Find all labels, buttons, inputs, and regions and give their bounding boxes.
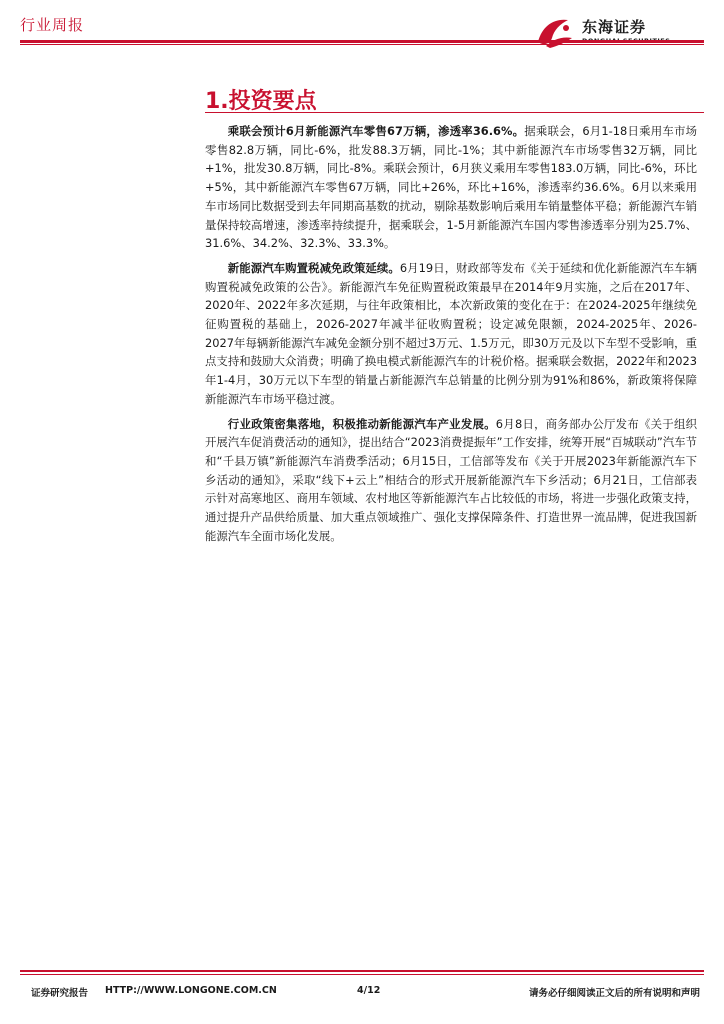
logo-chinese-name: 东海证券 [582,17,647,36]
section-title-underline [205,112,704,113]
paragraph-lead: 乘联会预计6月新能源汽车零售67万辆，渗透率36.6%。 [227,124,525,138]
section-title: 1.投资要点 [205,89,317,114]
footer-website-link[interactable]: HTTP://WWW.LONGONE.COM.CN [105,985,277,996]
logo-emblem-icon [532,12,576,52]
footer-report-label: 证券研究报告 [31,988,89,999]
page-number: 4/12 [357,985,381,996]
paragraph-lead: 新能源汽车购置税减免政策延续。 [227,260,400,275]
paragraph-body: 6月19日，财政部等发布《关于延续和优化新能源汽车车辆购置税减免政策的公告》。新能源汽车免征购置税政策最早在2014年9月实施，之后在2017年、2020年、2022年多次延期，与往年政策相比，本次新政策的变化在于：在2024-2025年继续免征购置税的基础上，2026-2027年减半征收购置税；设定减免限额，2024-2025年、2026-2027年每辆新能源汽车减免金额分别不超过3万元、1.5万元，即30万元及以下车型不受影响，重点支持和鼓励大众消费；明确了换电模式新能源汽车的计税价格。据乘联会数据，2022年和2023年1-4月，30万元以下车型的销量占新能源汽车总销量的比例分别为91%和86%，新政策将保障新能源汽车市场平稳过渡。 [205,260,697,406]
report-body [205,122,697,551]
paragraph [205,259,697,409]
paragraph-body: 6月8日，商务部办公厅发布《关于组织开展汽车促消费活动的通知》，提出结合“2023消费提振年”工作安排，统筹开展“百城联动”汽车节和“千县万镇”新能源汽车消费季活动；6月15日，工信部等发布《关于开展2023年新能源汽车下乡活动的通知》，采取“线下+云上”相结合的形式开展新能源汽车下乡活动；6月21日，工信部表示针对高寒地区、商用车领域、农村地区等新能源汽车占比较低的市场，将进一步强化政策支持，通过提升产品供给质量、加大重点领域推广、强化支撑保障条件、打造世界一流品牌，促进我国新能源汽车全面市场化发展。 [205,416,697,543]
footer-disclaimer: 请务必仔细阅读正文后的所有说明和声明 [528,988,700,999]
paragraph [205,415,697,546]
paragraph-lead: 行业政策密集落地，积极推动新能源汽车产业发展。 [227,416,496,431]
footer-divider-thin [20,974,704,975]
report-type-label: 行业周报 [20,16,85,34]
paragraph-body: 据乘联会，6月1-18日乘用车市场零售82.8万辆，同比-6%，批发88.3万辆，同比-1%；其中新能源汽车市场零售32万辆，同比+1%，批发30.8万辆，同比-8%。乘联会预计，6月狭义乘用车零售183.0万辆，同比-6%，环比+5%，其中新能源汽车零售67万辆，同比+26%，环比+16%，渗透率约36.6%。6月以来乘用车市场同比数据受到去年同期高基数的扰动，剔除基数影响后乘用车销量整体平稳；新能源汽车销量保持较高增速，渗透率持续提升，据乘联会，1-5月新能源汽车国内零售渗透率分别为25.7%、31.6%、34.2%、32.3%、33.3%。 [205,124,698,251]
paragraph [205,122,697,253]
company-logo [532,10,702,54]
header-divider-thin [20,44,704,45]
footer-divider [20,970,704,972]
logo-english-name: DONGHAI SECURITIES [582,36,671,45]
